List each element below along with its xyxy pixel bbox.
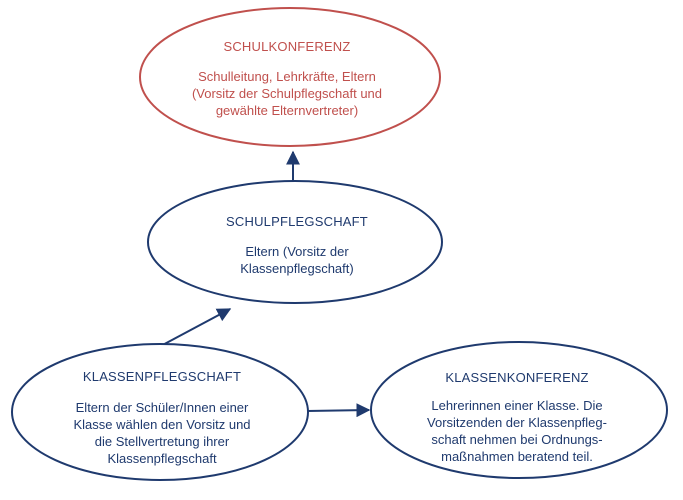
node-schulkonferenz-title: SCHULKONFERENZ [223, 39, 351, 54]
node-schulpflegschaft [148, 181, 442, 303]
node-klassenkonferenz-line-3: schaft nehmen bei Ordnungs- [431, 432, 603, 447]
node-klassenpflegschaft-title: KLASSENPFLEGSCHAFT [82, 369, 242, 384]
node-klassenkonferenz-title: KLASSENKONFERENZ [445, 370, 589, 385]
node-klassenkonferenz-line-4: maßnahmen beratend teil. [441, 449, 593, 464]
arrow-klassenpflegschaft-to-klassenkonferenz [307, 410, 369, 411]
node-schulpflegschaft-ellipse [148, 181, 442, 303]
node-schulkonferenz-line-2: (Vorsitz der Schulpflegschaft und [191, 86, 383, 101]
node-klassenpflegschaft [12, 344, 308, 480]
node-schulpflegschaft-line-1: Eltern (Vorsitz der [245, 244, 349, 259]
node-klassenpflegschaft-line-2: Klasse wählen den Vorsitz und [73, 417, 251, 432]
node-schulpflegschaft-line-2: Klassenpflegschaft) [240, 261, 354, 276]
node-schulkonferenz-line-3: gewählte Elternvertreter) [215, 103, 359, 118]
node-schulkonferenz [140, 8, 440, 146]
arrow-klassenpflegschaft-to-schulpflegschaft [157, 309, 230, 348]
node-schulpflegschaft-title: SCHULPFLEGSCHAFT [226, 214, 368, 229]
node-klassenkonferenz [371, 342, 667, 478]
node-klassenkonferenz-line-2: Vorsitzenden der Klassenpfleg- [427, 415, 607, 430]
node-klassenpflegschaft-line-4: Klassenpflegschaft [107, 451, 217, 466]
node-klassenpflegschaft-line-1: Eltern der Schüler/Innen einer [75, 400, 249, 415]
node-klassenpflegschaft-line-3: die Stellvertretung ihrer [94, 434, 230, 449]
node-schulkonferenz-line-1: Schulleitung, Lehrkräfte, Eltern [198, 69, 376, 84]
node-klassenkonferenz-line-1: Lehrerinnen einer Klasse. Die [431, 398, 603, 413]
